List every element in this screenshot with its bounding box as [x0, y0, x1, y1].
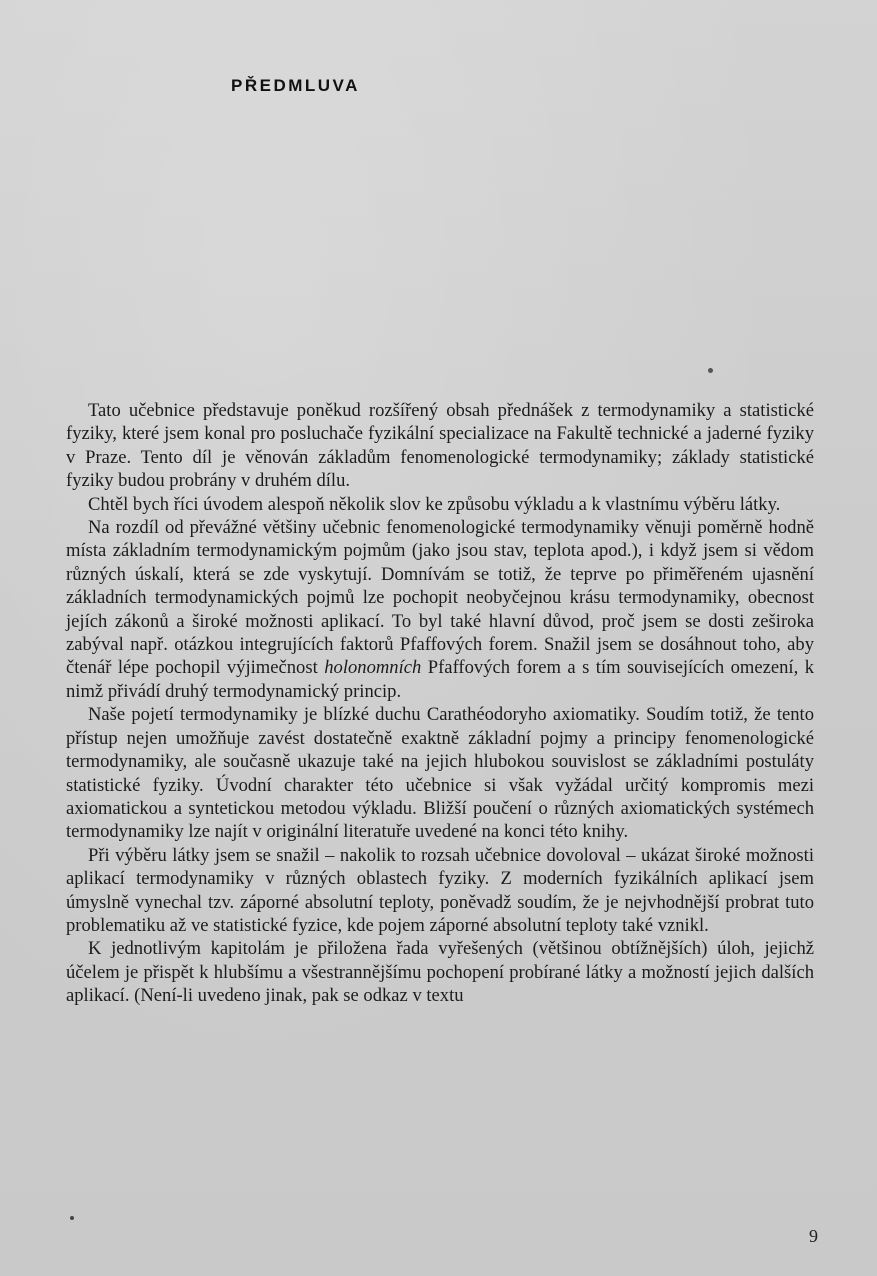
paragraph-3-part-2: Pfaffových forem a s tím souvisejících omezení, k nimž přivádí druhý termodynamický princip.	[66, 657, 815, 702]
paragraph-4: Naše pojetí termodynamiky je blízké duchu Carathéodoryho axiomatiky. Soudím totiž, že tento přístup nejen umožňuje zavést dostatečně exaktně základní pojmy a principy fenomenologické termodynamiky, ale současně ukazuje také na jejich hlubokou souvislost se základními postuláty statistické fyziky. Úvodní charakter této učebnice si však vyžádal určitý kompromis mezi axiomatickou a syntetickou metodou výkladu. Bližší poučení o různých axiomatických systémech termodynamiky lze najít v originální literatuře uvedené na konci této knihy.	[66, 704, 814, 843]
page-number: 9	[809, 1226, 818, 1246]
page-title: PŘEDMLUVA	[231, 76, 360, 95]
paragraph-3	[66, 516, 814, 703]
preface-text	[66, 399, 814, 1008]
print-speck	[70, 1216, 74, 1220]
paragraph-1: Tato učebnice představuje poněkud rozšířený obsah přednášek z termodynamiky a statistické fyziky, které jsem konal pro posluchače fyzikální specializace na Fakultě technické a jaderné fyziky v Praze. Tento díl je věnován základům fenomenologické termodynamiky; základy statistické fyziky budou probrány v druhém dílu.	[66, 400, 814, 492]
paragraph-3-part-1: Na rozdíl od převážné většiny učebnic fenomenologické termodynamiky věnuji poměrně hodně místa základním termodynamickým pojmům (jako jsou stav, teplota apod.), i když jsem si vědom různých úskalí, která se zde vyskytují. Domnívám se totiž, že teprve po přiměřeném ujasnění základních termodynamických pojmů lze pochopit neobyčejnou krásu termodynamiky, obecnost jejích zákonů a široké možnosti aplikací. To byl také hlavní důvod, proč jsem se dosti zeširoka zabýval např. otázkou integrujících faktorů Pfaffových forem. Snažil jsem se dosáhnout toho, aby čtenář lépe pochopil výjimečnost	[66, 517, 814, 679]
print-speck	[708, 368, 713, 373]
paragraph-5: Při výběru látky jsem se snažil – nakolik to rozsah učebnice dovoloval – ukázat široké možnosti aplikací termodynamiky v různých oblastech fyziky. Z moderních fyzikálních aplikací jsem úmyslně vynechal tzv. záporné absolutní teploty, poněvadž soudím, že je nejvhodnější probrat tuto problematiku až ve statistické fyzice, kde pojem záporné absolutní teploty také vznikl.	[66, 844, 814, 936]
paragraph-2: Chtěl bych říci úvodem alespoň několik slov ke způsobu výkladu a k vlastnímu výběru látky.	[88, 493, 781, 515]
paragraph-6: K jednotlivým kapitolám je přiložena řada vyřešených (většinou obtížnějších) úloh, jejichž účelem je přispět k hlubšímu a všestrannějšímu pochopení probírané látky a možností jejich dalších aplikací. (Není-li uvedeno jinak, pak se odkaz v textu	[66, 938, 814, 1007]
emphasis-holonomnich: holonomních	[324, 657, 422, 679]
